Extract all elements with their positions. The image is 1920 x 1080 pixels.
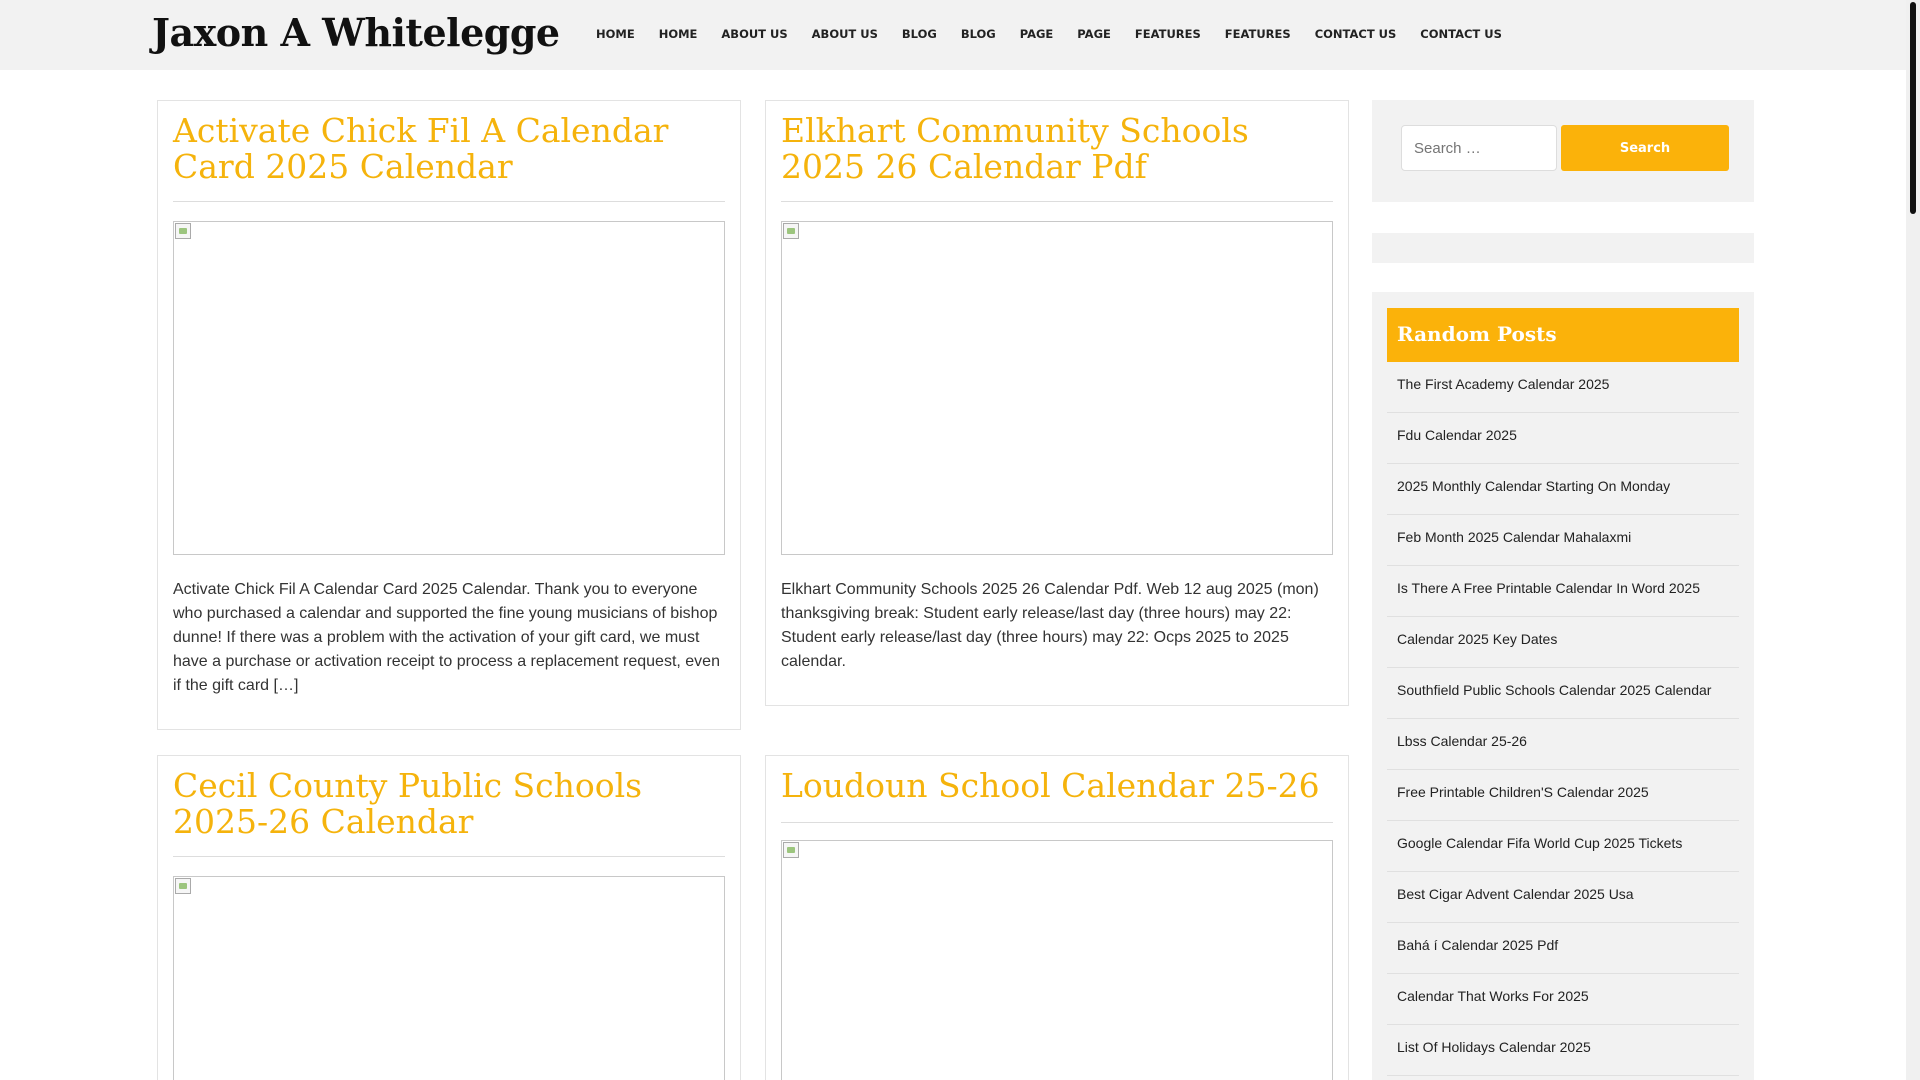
nav-item-contact-us[interactable]: CONTACT US — [1314, 27, 1397, 41]
random-post-link[interactable]: Google Calendar Fifa World Cup 2025 Tickets — [1387, 821, 1739, 872]
site-title[interactable]: Jaxon A Whitelegge — [152, 10, 560, 55]
post-title[interactable]: Elkhart Community Schools 2025 26 Calendar Pdf — [781, 113, 1333, 202]
search-widget — [1372, 100, 1754, 202]
random-post-link[interactable]: Southfield Public Schools Calendar 2025 Calendar — [1387, 668, 1739, 719]
post-title[interactable]: Activate Chick Fil A Calendar Card 2025 Calendar — [173, 113, 725, 202]
site-header — [0, 0, 1906, 70]
random-post-link[interactable]: Lbss Calendar 25-26 — [1387, 719, 1739, 770]
post-card — [765, 755, 1349, 1080]
widget-title: Random Posts — [1397, 322, 1557, 346]
post-title[interactable]: Loudoun School Calendar 25-26 — [781, 768, 1333, 823]
broken-image-icon — [175, 878, 191, 894]
nav-item-features[interactable]: FEATURES — [1224, 27, 1291, 41]
nav-item-features[interactable]: FEATURES — [1134, 27, 1201, 41]
nav-item-blog[interactable]: BLOG — [960, 27, 996, 41]
nav-item-about-us[interactable]: ABOUT US — [811, 27, 878, 41]
post-card — [157, 755, 741, 1080]
post-title[interactable]: Cecil County Public Schools 2025-26 Calendar — [173, 768, 725, 857]
random-posts-list — [1387, 362, 1739, 1076]
search-button[interactable]: Search — [1561, 125, 1729, 171]
random-post-link[interactable]: Is There A Free Printable Calendar In Word 2025 — [1387, 566, 1739, 617]
nav-item-home[interactable]: HOME — [658, 27, 698, 41]
random-post-link[interactable]: Calendar 2025 Key Dates — [1387, 617, 1739, 668]
post-thumbnail[interactable] — [781, 840, 1333, 1080]
nav-item-about-us[interactable]: ABOUT US — [721, 27, 788, 41]
nav-item-contact-us[interactable]: CONTACT US — [1420, 27, 1502, 41]
post-thumbnail[interactable] — [173, 876, 725, 1080]
empty-widget — [1372, 233, 1754, 263]
search-input[interactable] — [1401, 125, 1557, 171]
broken-image-icon — [175, 223, 191, 239]
random-posts-widget — [1372, 292, 1754, 1080]
random-post-link[interactable]: List Of Holidays Calendar 2025 — [1387, 1025, 1739, 1076]
nav-item-page[interactable]: PAGE — [1019, 27, 1054, 41]
broken-image-icon — [783, 842, 799, 858]
broken-image-icon — [783, 223, 799, 239]
nav-item-page[interactable]: PAGE — [1077, 27, 1111, 41]
post-thumbnail[interactable] — [781, 221, 1333, 555]
page-scrollbar[interactable] — [1906, 0, 1920, 1080]
random-post-link[interactable]: The First Academy Calendar 2025 — [1387, 362, 1739, 413]
post-excerpt: Activate Chick Fil A Calendar Card 2025 Calendar. Thank you to everyone who purchased a calendar and supported the fine young musicians of bishop dunne! If there was a problem with the activation of your gift card, we must have a purchase or activation receipt to process a replacement request, even if the gift card […] — [173, 581, 720, 694]
random-post-link[interactable]: Fdu Calendar 2025 — [1387, 413, 1739, 464]
post-card — [157, 100, 741, 730]
scrollbar-thumb[interactable] — [1910, 2, 1916, 214]
nav-item-blog[interactable]: BLOG — [901, 27, 937, 41]
random-post-link[interactable]: Feb Month 2025 Calendar Mahalaxmi — [1387, 515, 1739, 566]
post-excerpt: Elkhart Community Schools 2025 26 Calendar Pdf. Web 12 aug 2025 (mon) thanksgiving break: Student early release/last day (three hours) may 22: Student early release/last day (three hours) may 22: Ocps 2025 to 2025 calendar. — [781, 581, 1319, 670]
main-nav — [584, 27, 1514, 41]
random-post-link[interactable]: Calendar That Works For 2025 — [1387, 974, 1739, 1025]
random-post-link[interactable]: Best Cigar Advent Calendar 2025 Usa — [1387, 872, 1739, 923]
nav-item-home[interactable]: HOME — [596, 27, 635, 41]
widget-title-bar — [1387, 308, 1739, 362]
post-thumbnail[interactable] — [173, 221, 725, 555]
random-post-link[interactable]: Bahá í Calendar 2025 Pdf — [1387, 923, 1739, 974]
random-post-link[interactable]: 2025 Monthly Calendar Starting On Monday — [1387, 464, 1739, 515]
random-post-link[interactable]: Free Printable Children'S Calendar 2025 — [1387, 770, 1739, 821]
post-card — [765, 100, 1349, 706]
